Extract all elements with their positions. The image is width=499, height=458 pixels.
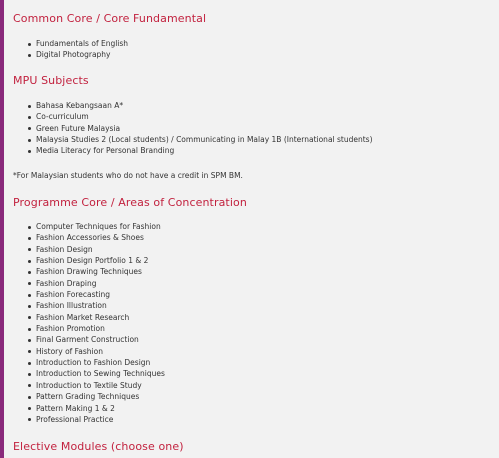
- list-item: Computer Techniques for Fashion: [13, 221, 165, 232]
- list-item: Fashion Forecasting: [13, 289, 165, 300]
- list-item: Fundamentals of English: [13, 38, 128, 49]
- list-item: Fashion Accessories & Shoes: [13, 232, 165, 243]
- list-item: Fashion Drawing Techniques: [13, 266, 165, 277]
- list-item: Bahasa Kebangsaan A*: [13, 100, 373, 111]
- programme-core-list: [13, 221, 165, 425]
- list-item: Pattern Grading Techniques: [13, 391, 165, 402]
- list-item: Malaysia Studies 2 (Local students) / Communicating in Malay 1B (International students): [13, 134, 373, 145]
- section-title-elective-modules: Elective Modules (choose one): [13, 440, 184, 453]
- list-item: Fashion Draping: [13, 278, 165, 289]
- section-title-mpu-subjects: MPU Subjects: [13, 74, 89, 87]
- list-item: Green Future Malaysia: [13, 123, 373, 134]
- list-item: Fashion Illustration: [13, 300, 165, 311]
- left-accent-bar: [0, 0, 4, 458]
- list-item: Pattern Making 1 & 2: [13, 403, 165, 414]
- list-item: History of Fashion: [13, 346, 165, 357]
- common-core-list: [13, 38, 128, 61]
- list-item: Professional Practice: [13, 414, 165, 425]
- list-item: Fashion Promotion: [13, 323, 165, 334]
- list-item: Introduction to Sewing Techniques: [13, 368, 165, 379]
- list-item: Final Garment Construction: [13, 334, 165, 345]
- list-item: Co-curriculum: [13, 111, 373, 122]
- list-item: Fashion Market Research: [13, 312, 165, 323]
- list-item: Introduction to Fashion Design: [13, 357, 165, 368]
- section-title-common-core: Common Core / Core Fundamental: [13, 12, 207, 25]
- list-item: Introduction to Textile Study: [13, 380, 165, 391]
- list-item: Fashion Design Portfolio 1 & 2: [13, 255, 165, 266]
- footnote: *For Malaysian students who do not have a credit in SPM BM.: [13, 171, 243, 180]
- mpu-subjects-list: [13, 100, 373, 157]
- list-item: Digital Photography: [13, 49, 128, 60]
- section-title-programme-core: Programme Core / Areas of Concentration: [13, 196, 247, 209]
- list-item: Fashion Design: [13, 244, 165, 255]
- list-item: Media Literacy for Personal Branding: [13, 145, 373, 156]
